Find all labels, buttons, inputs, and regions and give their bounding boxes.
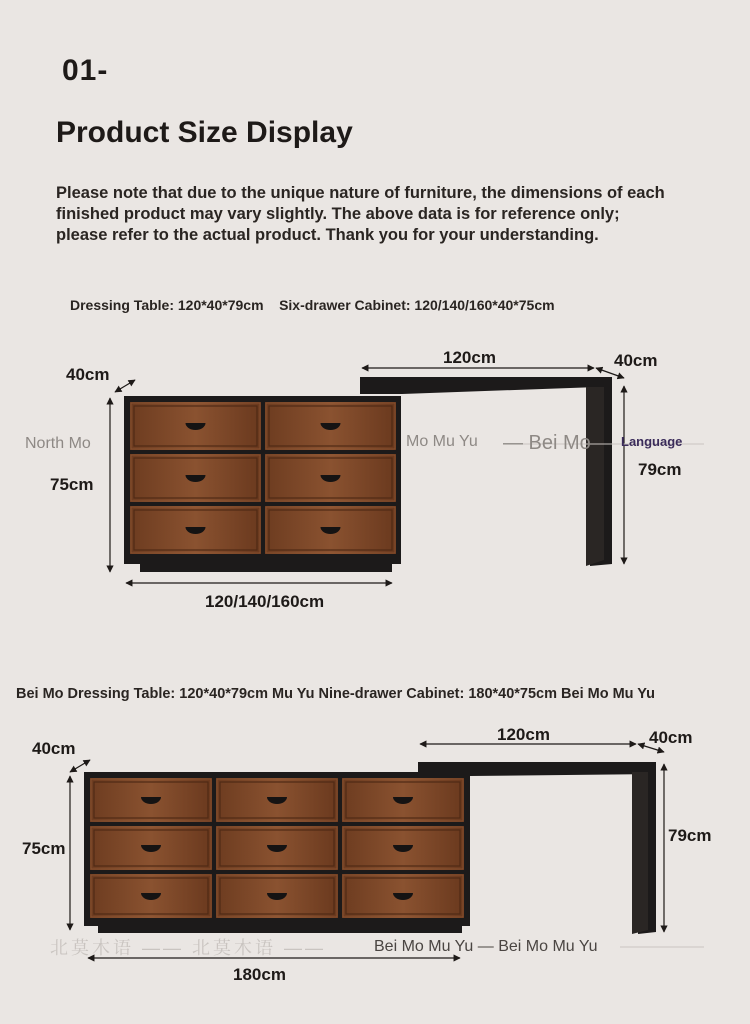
section2-spec: Bei Mo Dressing Table: 120*40*79cm Mu Yu Nine-drawer Cabinet: 180*40*75cm Bei Mo Mu Yu: [16, 686, 656, 702]
drawer: [216, 874, 338, 918]
drawer: [90, 874, 212, 918]
watermark-cjk: 北莫木语 —— 北莫木语 ——: [50, 938, 327, 958]
drawer: [130, 506, 261, 554]
drawer: [342, 778, 464, 822]
drawer: [130, 402, 261, 450]
drawer: [342, 874, 464, 918]
label-width-cabinet-2: 180cm: [233, 965, 286, 984]
drawer: [342, 826, 464, 870]
watermark-text: Bei Mo Mu Yu — Bei Mo Mu Yu: [374, 938, 598, 955]
drawer: [265, 506, 396, 554]
disclaimer-note: Please note that due to the unique nature of furniture, the dimensions of each finished product may vary slightly. The above data is for reference only; please refer to the actual product. Thank you for your understanding.: [56, 184, 665, 244]
label-height-table-2: 79cm: [668, 826, 712, 845]
drawer: [216, 778, 338, 822]
label-depth-cabinet-2: 40cm: [32, 739, 76, 758]
watermark-mid: Mo Mu Yu: [406, 433, 478, 450]
page-title: Product Size Display: [56, 116, 353, 149]
label-width-table-2: 120cm: [497, 725, 550, 744]
drawer: [216, 826, 338, 870]
label-depth-table-1: 40cm: [614, 351, 658, 370]
language-label: Language: [621, 434, 683, 449]
dim-line-depth-cabinet-1: [115, 380, 135, 392]
six-drawer-cabinet: [124, 396, 401, 572]
section1-spec: Dressing Table: 120*40*79cm Six-drawer Cabinet: 120/140/160*40*75cm: [70, 297, 555, 313]
label-depth-table-2: 40cm: [649, 728, 693, 747]
drawer-grid-9: [90, 778, 464, 918]
label-height-cabinet-2: 75cm: [22, 839, 66, 858]
label-height-cabinet-1: 75cm: [50, 475, 94, 494]
drawer: [265, 402, 396, 450]
label-width-cabinet-1: 120/140/160cm: [205, 592, 325, 611]
drawer: [265, 454, 396, 502]
watermark-right: — Bei Mo: [503, 432, 591, 454]
nine-drawer-cabinet: [84, 772, 470, 933]
dim-line-depth-cabinet-2: [70, 760, 90, 772]
drawer: [90, 778, 212, 822]
drawer: [90, 826, 212, 870]
drawer: [130, 454, 261, 502]
label-height-table-1: 79cm: [638, 460, 682, 479]
label-width-table-1: 120cm: [443, 348, 496, 367]
section-number: 01-: [62, 54, 109, 87]
watermark-left: North Mo: [25, 435, 91, 452]
label-depth-cabinet-1: 40cm: [66, 365, 110, 384]
